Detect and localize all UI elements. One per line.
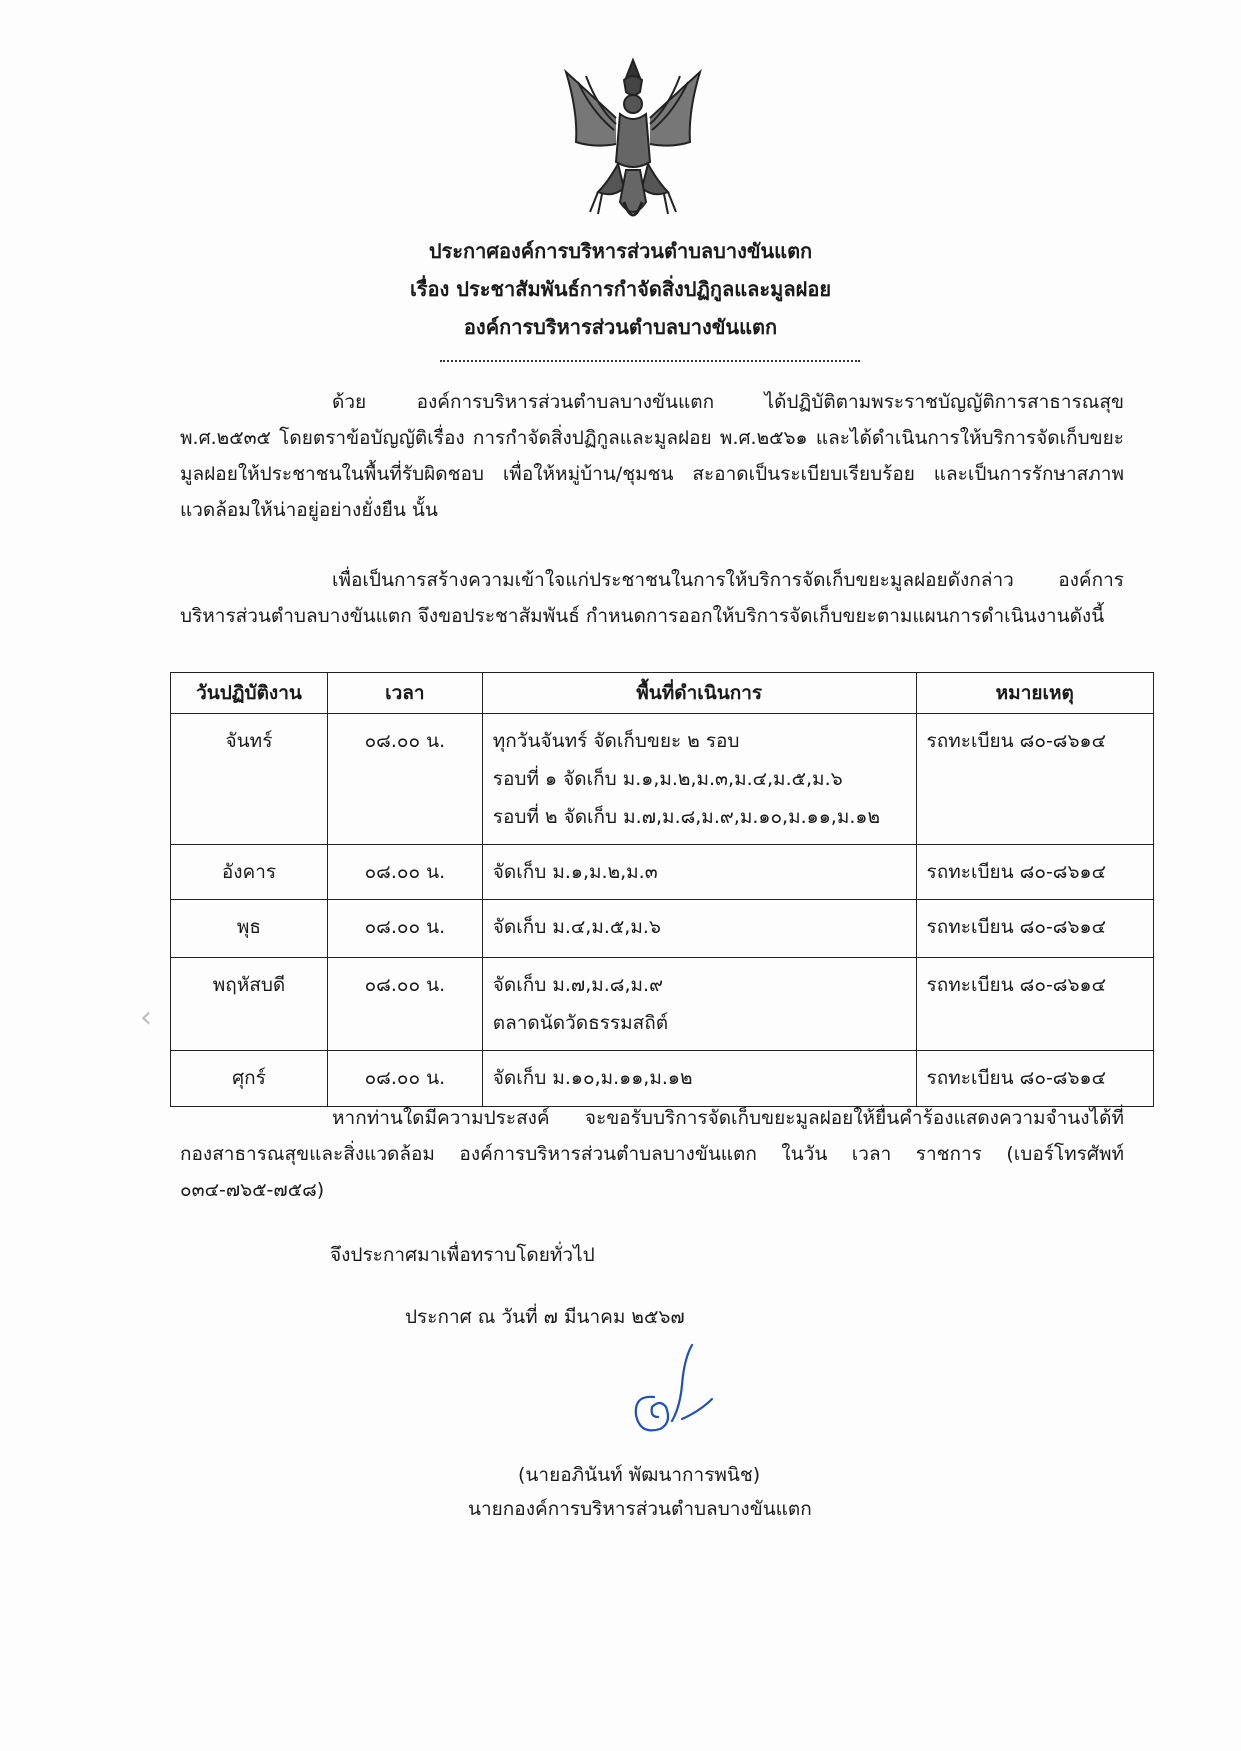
row-day: จันทร์ — [171, 714, 328, 845]
area-line: จัดเก็บ ม.๑๐,ม.๑๑,ม.๑๒ — [492, 1067, 693, 1089]
table-row — [171, 958, 1154, 1051]
garuda-emblem-icon — [558, 52, 708, 232]
row-day: ศุกร์ — [171, 1051, 328, 1107]
contact-paragraph: หากท่านใดมีความประสงค์ จะขอรับบริการจัดเก็บขยะมูลฝอยให้ยื่นคำร้องแสดงความจำนงได้ที่กองสาธารณสุขและสิ่งแวดล้อม องค์การบริหารส่วนตำบลบางขันแตก ในวัน เวลา ราชการ (เบอร์โทรศัพท์ ๐๓๔-๗๖๕-๗๕๘) — [180, 1107, 1124, 1201]
table-row — [171, 845, 1154, 900]
row-note: รถทะเบียน ๘๐-๘๖๑๔ — [916, 845, 1153, 900]
area-line: จัดเก็บ ม.๔,ม.๕,ม.๖ — [492, 916, 661, 938]
header-note: หมายเหตุ — [916, 673, 1153, 714]
announcement-agency: องค์การบริหารส่วนตำบลบางขันแตก — [463, 315, 778, 339]
area-line: รอบที่ ๒ จัดเก็บ ม.๗,ม.๘,ม.๙,ม.๑๐,ม.๑๑,ม.๑๒ — [492, 806, 880, 828]
row-area — [482, 714, 916, 845]
row-area — [482, 845, 916, 900]
row-day: พุธ — [171, 900, 328, 958]
dotted-divider — [440, 360, 860, 362]
table-row — [171, 714, 1154, 845]
intro-paragraph: ด้วย องค์การบริหารส่วนตำบลบางขันแตก ได้ปฏิบัติตามพระราชบัญญัติการสาธารณสุข พ.ศ.๒๕๓๕ โดยตราข้อบัญญัติเรื่อง การกำจัดสิ่งปฏิกูลและมูลฝอย พ.ศ.๒๕๖๑ และได้ดำเนินการให้บริการจัดเก็บขยะ มูลฝอยให้ประชาชนในพื้นที่รับผิดชอบ เพื่อให้หมู่บ้าน/ชุมชน สะอาดเป็นระเบียบเรียบร้อย และเป็นการรักษาสภาพแวดล้อมให้น่าอยู่อย่างยั่งยืน นั้น — [180, 391, 1124, 521]
row-day: อังคาร — [171, 845, 328, 900]
left-arrow-icon: ‹ — [140, 1000, 152, 1035]
area-line: ตลาดนัดวัดธรรมสถิต์ — [492, 1012, 669, 1034]
row-area — [482, 900, 916, 958]
closing-line: จึงประกาศมาเพื่อทราบโดยทั่วไป — [330, 1244, 595, 1266]
header-time: เวลา — [327, 673, 482, 714]
area-line: รอบที่ ๑ จัดเก็บ ม.๑,ม.๒,ม.๓,ม.๔,ม.๕,ม.๖ — [492, 768, 843, 790]
row-time: ๐๘.๐๐ น. — [327, 714, 482, 845]
table-row — [171, 1051, 1154, 1107]
row-time: ๐๘.๐๐ น. — [327, 900, 482, 958]
announcement-subject: เรื่อง ประชาสัมพันธ์การกำจัดสิ่งปฏิกูลและมูลฝอย — [409, 277, 832, 301]
row-note: รถทะเบียน ๘๐-๘๖๑๔ — [916, 1051, 1153, 1107]
row-note: รถทะเบียน ๘๐-๘๖๑๔ — [916, 714, 1153, 845]
collection-schedule-table — [170, 672, 1154, 1107]
header-day: วันปฏิบัติงาน — [171, 673, 328, 714]
row-day: พฤหัสบดี — [171, 958, 328, 1051]
signatory-name: (นายอภินันท์ พัฒนาการพนิช) — [518, 1464, 761, 1486]
area-line: ทุกวันจันทร์ จัดเก็บขยะ ๒ รอบ — [492, 730, 740, 752]
row-note: รถทะเบียน ๘๐-๘๖๑๔ — [916, 900, 1153, 958]
table-row — [171, 900, 1154, 958]
row-area — [482, 1051, 916, 1107]
row-note: รถทะเบียน ๘๐-๘๖๑๔ — [916, 958, 1153, 1051]
signatory-position: นายกองค์การบริหารส่วนตำบลบางขันแตก — [468, 1498, 812, 1520]
row-time: ๐๘.๐๐ น. — [327, 958, 482, 1051]
area-line: จัดเก็บ ม.๑,ม.๒,ม.๓ — [492, 861, 658, 883]
row-area — [482, 958, 916, 1051]
purpose-paragraph: เพื่อเป็นการสร้างความเข้าใจแก่ประชาชนในการให้บริการจัดเก็บขยะมูลฝอยดังกล่าว องค์การบริหารส่วนตำบลบางขันแตก จึงขอประชาสัมพันธ์ กำหนดการออกให้บริการจัดเก็บขยะตามแผนการดำเนินงานดังนี้ — [180, 569, 1124, 627]
announcement-date: ประกาศ ณ วันที่ ๗ มีนาคม ๒๕๖๗ — [405, 1306, 685, 1328]
announcement-title: ประกาศองค์การบริหารส่วนตำบลบางขันแตก — [428, 239, 813, 263]
area-line: จัดเก็บ ม.๗,ม.๘,ม.๙ — [492, 974, 663, 996]
row-time: ๐๘.๐๐ น. — [327, 1051, 482, 1107]
header-area: พื้นที่ดำเนินการ — [482, 673, 916, 714]
signature-mark — [620, 1335, 730, 1445]
row-time: ๐๘.๐๐ น. — [327, 845, 482, 900]
table-header-row — [171, 673, 1154, 714]
